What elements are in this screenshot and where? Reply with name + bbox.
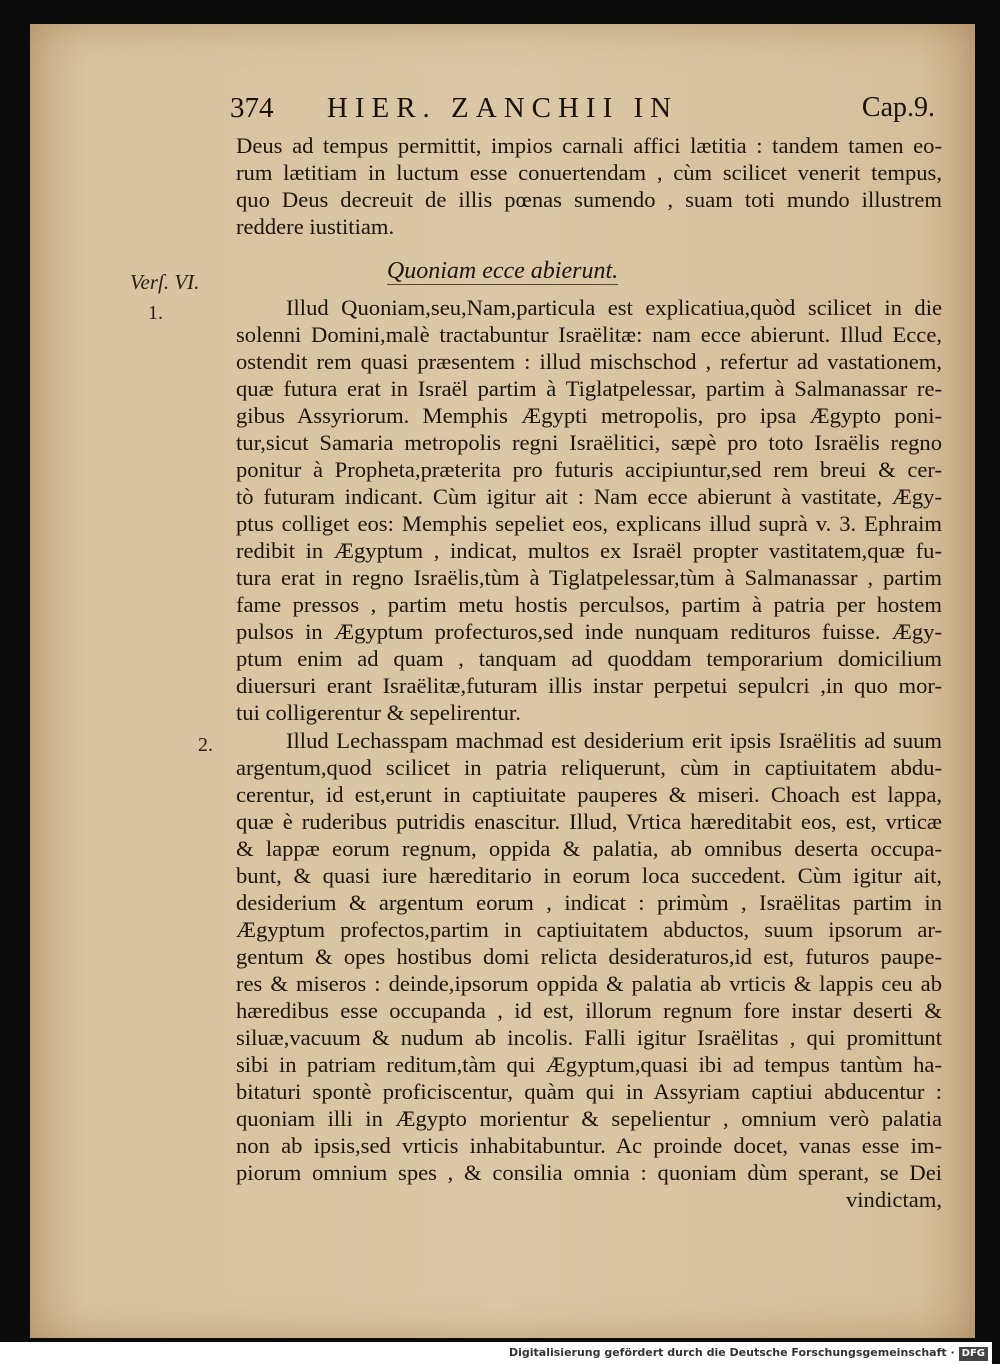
- text-line: tur,sicut Samaria metropolis regni Israëlitici, sæpè pro toto Israëlis regno: [236, 430, 942, 455]
- text-line: quæ è ruderibus putridis enascitur. Illud, Vrtica hæreditabit eos, est, vrticæ: [236, 809, 942, 834]
- text-line: pulsos in Ægyptum profecturos,sed inde nunquam redituros fuisse. Ægy-: [236, 619, 942, 644]
- text-line: gibus Assyriorum. Memphis Ægypti metropolis, pro ipsa Ægypto poni-: [236, 403, 942, 428]
- text-line: Illud Quoniam,seu,Nam,particula est explicatiua,quòd scilicet in die: [286, 295, 942, 320]
- digitization-footer: [0, 1342, 992, 1364]
- verse-heading-text: Quoniam ecce abierunt.: [386, 258, 619, 284]
- text-line: gentum & opes hostibus domi relicta desideraturos,id est, futuros paupe-: [236, 944, 942, 969]
- paragraph-1: [236, 294, 942, 726]
- text-line: reddere iustitiam.: [236, 214, 395, 239]
- text-line: bunt, & quasi iure hæreditario in eorum loca succedent. Cùm igitur ait,: [236, 863, 942, 888]
- text-line: siluæ,vacuum & nudum ab incolis. Falli igitur Israëlitas , qui promittunt: [236, 1025, 942, 1050]
- text-line: desiderium & argentum eorum , indicat : primùm , Israëlitas partim in: [236, 890, 942, 915]
- text-line: Illud Lechasspam machmad est desiderium erit ipsis Israëlitis ad suum: [286, 728, 942, 753]
- footer-credit: Digitalisierung gefördert durch die Deutsche Forschungsgemeinschaft ·: [508, 1346, 955, 1359]
- text-line: ponitur à Propheta,præterita pro futuris accipiuntur,sed rem breui & cer-: [236, 457, 942, 482]
- text-line: ostendit rem quasi præsentem : illud mischschod , refertur ad vastationem,: [236, 349, 942, 374]
- text-line: solenni Domini,malè tractabuntur Israëlitæ: nam ecce abierunt. Illud Ecce,: [236, 322, 942, 347]
- running-head: HIER. ZANCHII IN: [326, 92, 679, 124]
- page-number: 374: [230, 92, 274, 124]
- verse-heading: [30, 258, 975, 285]
- text-line: hæredibus esse occupanda , id est, illorum regnum fore instar deserti &: [236, 998, 942, 1023]
- text-line: piorum omnium spes , & consilia omnia : quoniam dùm sperant, se Dei: [236, 1160, 942, 1185]
- text-line: sibi in patriam reditum,tàm qui Ægyptum,quasi ibi ad tempus tantùm ha-: [236, 1052, 942, 1077]
- text-line: non ab ipsis,sed vrticis inhabitabuntur. Ac proinde docet, vanas esse im-: [236, 1133, 942, 1158]
- dfg-logo: DFG: [959, 1347, 988, 1361]
- text-line: & lappæ eorum regnum, oppida & palatia, ab omnibus deserta occupa-: [236, 836, 942, 861]
- text-line: cerentur, id est,erunt in captiuitate pauperes & miseri. Choach est lappa,: [236, 782, 942, 807]
- text-line: rum lætitiam in luctum esse conuertendam , cùm scilicet venerit tempus,: [236, 160, 942, 185]
- text-line: ptum enim ad quam , tanquam ad quoddam temporarium domicilium: [236, 646, 942, 671]
- intro-paragraph: [236, 132, 942, 240]
- text-line: Deus ad tempus permittit, impios carnali affici lætitia : tandem tamen eo-: [236, 133, 942, 158]
- margin-note-1: 1.: [148, 302, 163, 324]
- text-line: quæ futura erat in Israël partim à Tiglatpelessar, partim à Salmanassar re-: [236, 376, 942, 401]
- text-line: argentum,quod scilicet in patria reliquerunt, cùm in captiuitatem abdu-: [236, 755, 942, 780]
- text-line: quoniam illi in Ægypto morientur & sepelientur , omnium verò palatia: [236, 1106, 942, 1131]
- book-page: [30, 24, 975, 1338]
- text-line: ptus colliget eos: Memphis sepeliet eos, explicans illud suprà v. 3. Ephraim: [236, 511, 942, 536]
- text-line: tò futuram indicant. Cùm igitur ait : Nam ecce abierunt à vastitate, Ægy-: [236, 484, 942, 509]
- text-line: fame pressos , partim metu hostis perculsos, partim à patria per hostem: [236, 592, 942, 617]
- text-line: res & miseros : deinde,ipsorum oppida & palatia ab vrticis & lappis ceu ab: [236, 971, 942, 996]
- text-line: tui colligerentur & sepelirentur.: [236, 700, 521, 725]
- running-header: [30, 92, 975, 132]
- text-line: diuersuri erant Israëlitæ,futuram illis instar perpetui sepulcri ,in quo mor-: [236, 673, 942, 698]
- margin-verse-label: Verſ. VI.: [130, 270, 200, 294]
- text-line: Ægyptum profectos,partim in captiuitatem abductos, suum ipsorum ar-: [236, 917, 942, 942]
- text-line: bitaturi spontè proficiscentur, quàm qui in Assyriam captiui abducentur :: [236, 1079, 942, 1104]
- margin-note-2: 2.: [198, 734, 213, 756]
- catchword: vindictam,: [845, 1187, 942, 1212]
- text-line: redibit in Ægyptum , indicat, multos ex Israël propter vastitatem,quæ fu-: [236, 538, 942, 563]
- text-line: quo Deus decreuit de illis pœnas sumendo , suam toti mundo illustrem: [236, 187, 942, 212]
- chapter-label: Cap.9.: [861, 92, 935, 123]
- text-line: tura erat in regno Israëlis,tùm à Tiglatpelessar,tùm à Salmanassar , partim: [236, 565, 942, 590]
- paragraph-2: [236, 727, 942, 1213]
